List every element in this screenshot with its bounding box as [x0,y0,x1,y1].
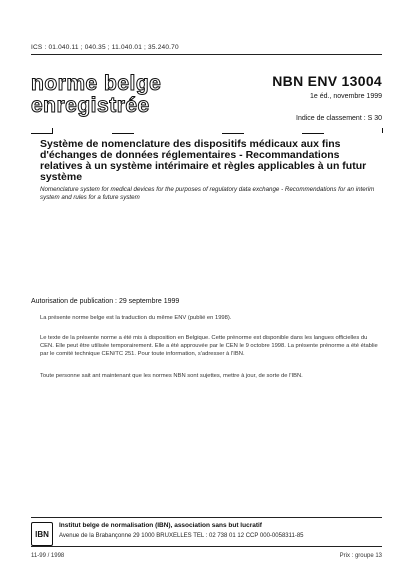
top-rule [31,54,382,55]
divider-dash [112,133,134,134]
ibn-logo-icon [31,522,53,546]
standard-number: NBN ENV 13004 [272,73,382,89]
price-group: Prix : groupe 13 [339,553,382,559]
publication-authorization: Autorisation de publication : 29 septembre 1999 [31,298,180,305]
divider-tick [52,128,53,133]
edition-date: 1e éd., novembre 1999 [310,93,382,100]
footer-rule-bottom [31,546,382,547]
classification-index: Indice de classement : S 30 [296,115,382,122]
brand-line-2: enregistrée [31,94,150,117]
footer-rule [31,517,382,518]
divider-tick [382,128,383,133]
body-paragraph: Le texte de la présente norme a été mis à disposition en Belgique. Cette prénorme est disponible dans les langues officielles du CEN. Elle peut être utilisée temporairement. Elle a été approuvée par le CEN le 9 octobre 1998. La présente prénorme a été établie par le comité technique CEN/TC 251. Pour toute information, s'adresser à l'IBN. [40,335,378,357]
institute-address: Avenue de la Brabançonne 29 1000 BRUXELLES TEL : 02 738 01 12 CCP 000-0058311-85 [59,533,304,539]
brand-line-1: norme belge [31,72,162,95]
divider-dash [302,133,324,134]
print-date: 11-99 / 1998 [31,553,65,559]
institute-name: Institut belge de normalisation (IBN), association sans but lucratif [59,522,262,529]
body-paragraph: La présente norme belge est la traduction du même ENV (publié en 1998). [40,315,232,321]
document-title: Système de nomenclature des dispositifs médicaux aux fins d'échanges de données réglementaires - Recommandations relatives à un système intérimaire et règles applicables à un futur système [40,138,367,183]
english-title: Nomenclature system for medical devices for the purposes of regulatory data exchange - Recommendations for an interim system and rules for a future system [40,186,375,201]
divider-dash [31,133,53,134]
ics-codes: ICS : 01.040.11 ; 040.35 ; 11.040.01 ; 35.240.70 [31,44,179,51]
ibn-logo-text: IBN [35,529,49,539]
body-paragraph: Toute personne sait ant maintenant que les normes NBN sont sujettes, mettre à jour, de sorte de l'IBN. [40,373,303,379]
brand-logo-text [31,73,191,117]
divider-dash [222,133,244,134]
